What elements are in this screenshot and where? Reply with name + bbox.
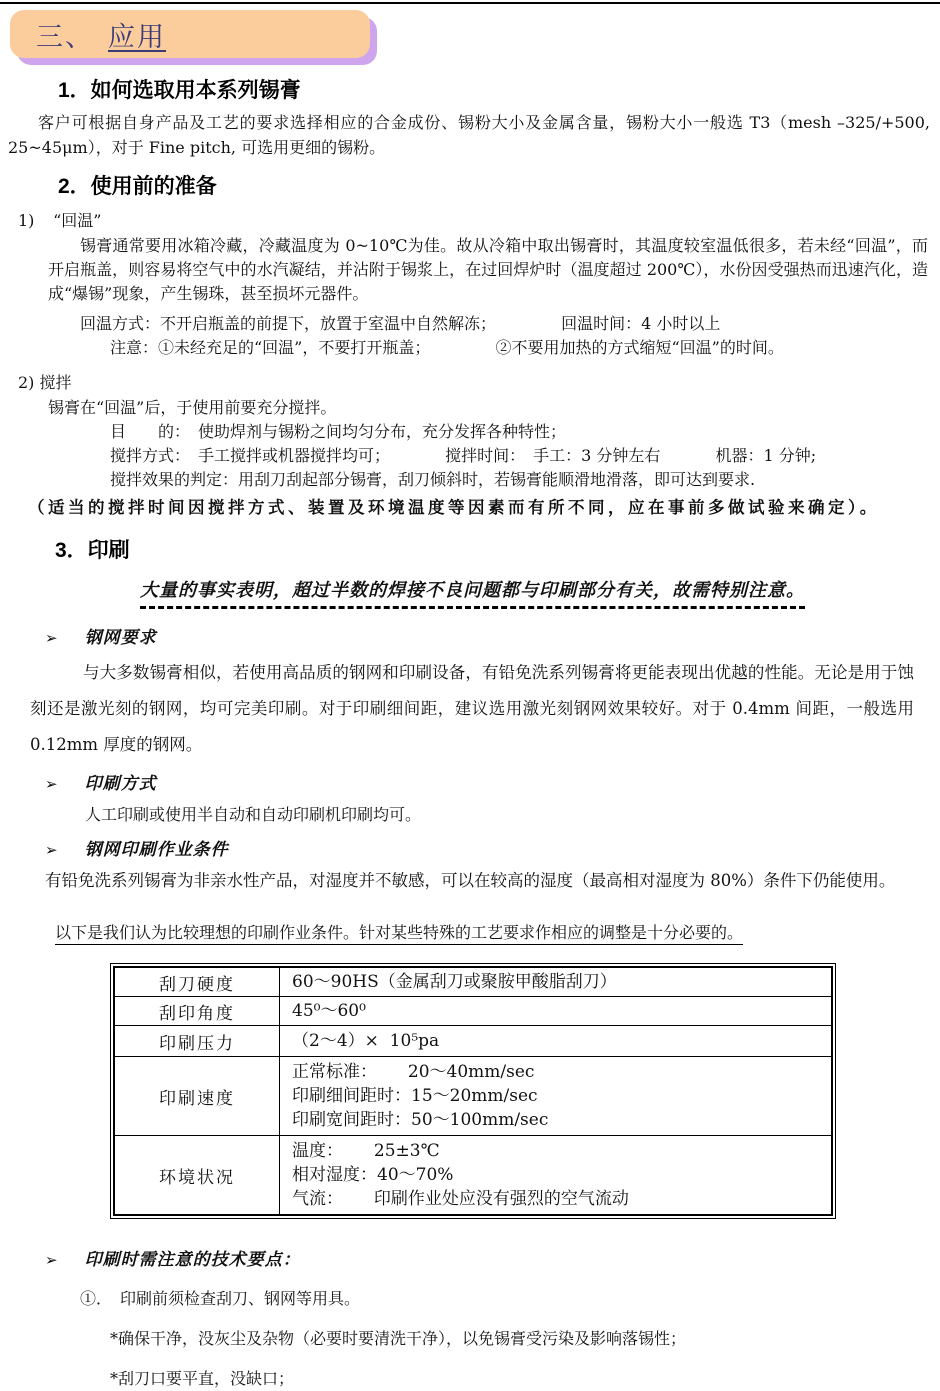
stir-bold-note: （适当的搅拌时间因搅拌方式、装置及环境温度等因素而有所不同，应在事前多做试验来确定）。 xyxy=(28,498,880,517)
row-label: 刮印角度 xyxy=(115,997,280,1026)
paragraph-rewarm: 锡膏通常要用冰箱冷藏，冷藏温度为 0~10℃为佳。故从冷箱中取出锡膏时，其温度较室温低很多，若未经“回温”，而开启瓶盖，则容易将空气中的水汽凝结，并沾附于锡浆上，在过回焊炉时（温度超过 200℃），水份因受强热而迅速汽化，造成“爆锡”现象，产生锡珠，甚至损坏元器件。 xyxy=(48,236,928,303)
bullet-title: 印刷方式 xyxy=(84,774,157,794)
rewarm-time-text: 回温时间：4 小时以上 xyxy=(561,314,721,333)
list-item-rewarm xyxy=(18,210,940,232)
tips-sub-1: *确保干净，没灰尘及杂物（必要时要清洗干净），以免锡膏受污染及影响落锡性； xyxy=(110,1329,687,1348)
stir-machine-time: 机器：1 分钟; xyxy=(715,446,817,465)
row-value xyxy=(280,1136,832,1215)
paragraph-printing-method: 人工印刷或使用半自动和自动印刷机印刷均可。 xyxy=(85,805,422,824)
value-line: 气流： 印刷作业处应没有强烈的空气流动 xyxy=(292,1189,629,1209)
bullet-printing-method xyxy=(45,773,940,795)
table-row xyxy=(115,997,832,1026)
ideal-conditions-line: 以下是我们认为比较理想的印刷作业条件。针对某些特殊的工艺要求作相应的调整是十分必要的。 xyxy=(55,923,743,945)
section-header-title: 应用 xyxy=(108,21,166,53)
bullet-title: 钢网要求 xyxy=(84,628,157,648)
printing-notice-wrap xyxy=(140,576,940,609)
bullet-title: 印刷时需注意的技术要点： xyxy=(84,1250,301,1270)
printing-conditions-table xyxy=(114,967,832,1215)
value-line: 正常标准： 20～40mm/sec xyxy=(292,1062,535,1082)
section-header-prefix: 三、 xyxy=(36,21,94,53)
stir-method: 搅拌方式： 手工搅拌或机器搅拌均可； xyxy=(110,446,391,465)
printing-conditions-table-border xyxy=(110,963,836,1219)
arrow-bullet-icon: ➢ xyxy=(45,775,58,793)
table-row xyxy=(115,1057,832,1136)
list-title-rewarm: “回温” xyxy=(53,211,102,230)
list-title-stir: 搅拌 xyxy=(39,373,72,392)
row-value xyxy=(280,968,832,997)
stir-time: 搅拌时间： 手工：3 分钟左右 xyxy=(445,446,661,465)
page-top-rule xyxy=(0,2,940,4)
paragraph-stencil-requirement: 与大多数锡膏相似，若使用高品质的钢网和印刷设备，有铅免洗系列锡膏将更能表现出优越的性能。无论是用于蚀刻还是激光刻的钢网，均可完美印刷。对于印刷细间距，建议选用激光刻钢网效果较好。对于 0.4mm 间距，一般选用 0.12mm 厚度的钢网。 xyxy=(30,663,920,754)
list-item-stir xyxy=(18,372,940,394)
stir-purpose: 目 的： 使助焊剂与锡粉之间均匀分布，充分发挥各种特性； xyxy=(110,422,567,441)
value-line: 温度： 25±3℃ xyxy=(292,1141,440,1161)
line-rewarm-note xyxy=(110,336,940,360)
value-line: 印刷宽间距时：50～100mm/sec xyxy=(292,1110,549,1130)
arrow-bullet-icon: ➢ xyxy=(45,841,58,859)
row-label: 环境状况 xyxy=(115,1136,280,1215)
list-number: 1) xyxy=(18,211,35,230)
table-row xyxy=(115,1136,832,1215)
heading-select-paste: 1．如何选取用本系列锡膏 xyxy=(58,79,301,102)
stir-intro: 锡膏在“回温”后，于使用前要充分搅拌。 xyxy=(48,398,337,417)
bullet-printing-tips xyxy=(45,1249,940,1271)
row-value xyxy=(280,997,832,1026)
bullet-stencil-requirement xyxy=(45,627,940,649)
rewarm-note-1: 注意：①未经充足的“回温”，不要打开瓶盖； xyxy=(110,338,431,357)
stir-judge: 搅拌效果的判定：用刮刀刮起部分锡膏，刮刀倾斜时，若锡膏能顺滑地滑落，即可达到要求. xyxy=(110,470,756,489)
list-number: 2) xyxy=(18,373,35,392)
heading-preparation: 2．使用前的准备 xyxy=(58,175,217,198)
rewarm-method-text: 回温方式：不开启瓶盖的前提下，放置于室温中自然解冻； xyxy=(80,314,497,333)
tips-sub-2: *刮刀口要平直，没缺口； xyxy=(110,1369,295,1388)
table-row xyxy=(115,968,832,997)
stir-method-line xyxy=(110,444,940,468)
bullet-title: 钢网印刷作业条件 xyxy=(84,840,229,860)
value-line: 印刷细间距时：15～20mm/sec xyxy=(292,1086,538,1106)
row-value xyxy=(280,1026,832,1057)
row-label: 刮刀硬度 xyxy=(115,968,280,997)
heading-printing: 3．印刷 xyxy=(55,539,130,562)
rewarm-note-2: ②不要用加热的方式缩短“回温”的时间。 xyxy=(495,338,784,357)
arrow-bullet-icon: ➢ xyxy=(45,629,58,647)
value-line: 60～90HS（金属刮刀或聚胺甲酸脂刮刀） xyxy=(292,972,617,992)
value-line: 相对湿度：40～70% xyxy=(292,1165,454,1185)
bullet-working-conditions xyxy=(45,839,940,861)
row-value xyxy=(280,1057,832,1136)
ideal-conditions-line-wrap xyxy=(55,921,940,945)
paragraph-working-conditions: 有铅免洗系列锡膏为非亲水性产品，对湿度并不敏感，可以在较高的湿度（最高相对湿度为 80%）条件下仍能使用。 xyxy=(45,871,896,890)
section-header-box xyxy=(10,10,370,58)
line-rewarm-method xyxy=(80,312,940,336)
table-row xyxy=(115,1026,832,1057)
value-line: 45⁰～60⁰ xyxy=(292,1001,366,1021)
printing-notice: 大量的事实表明，超过半数的焊接不良问题都与印刷部分有关，故需特别注意。 xyxy=(140,576,805,609)
paragraph-select-paste: 客户可根据自身产品及工艺的要求选择相应的合金成份、锡粉大小及金属含量，锡粉大小一般选 T3（mesh –325/+500, 25~45μm），对于 Fine pitch, 可选用更细的锡粉。 xyxy=(8,113,936,157)
value-line: （2～4）× 10⁵pa xyxy=(292,1031,440,1051)
row-label: 印刷速度 xyxy=(115,1057,280,1136)
row-label: 印刷压力 xyxy=(115,1026,280,1057)
arrow-bullet-icon: ➢ xyxy=(45,1251,58,1269)
tips-item-1: ①． 印刷前须检查刮刀、钢网等用具。 xyxy=(80,1289,361,1308)
